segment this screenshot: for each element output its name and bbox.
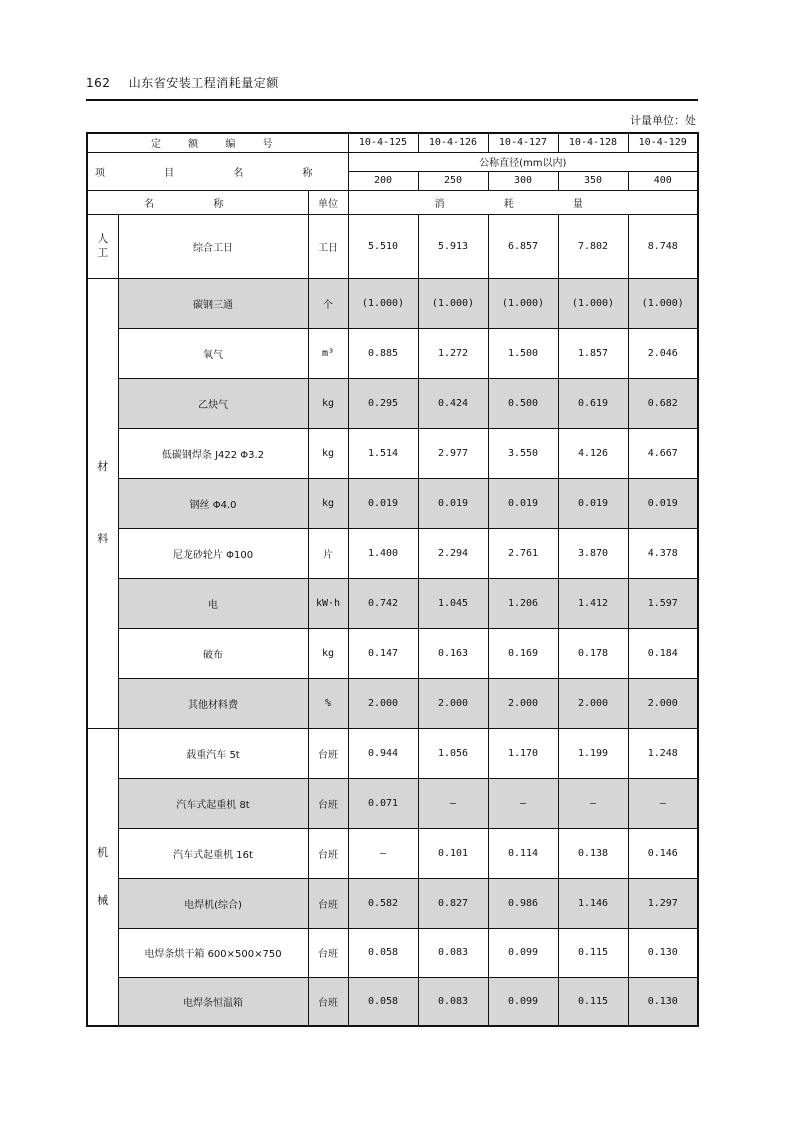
diameter-cell: 250 [418,171,488,190]
quota-code-cell: 10-4-125 [348,133,418,152]
table-row [87,528,698,578]
diameter-cell: 300 [488,171,558,190]
table-row [87,278,698,328]
table-row [87,628,698,678]
value-cell: 0.130 [628,928,698,977]
value-cell: 0.619 [558,378,628,428]
value-cell: 1.199 [558,728,628,778]
table-row [87,478,698,528]
value-cell: 1.412 [558,578,628,628]
value-cell: 8.748 [628,214,698,278]
value-cell: 0.115 [558,928,628,977]
item-name: 电焊条恒温箱 [118,977,308,1026]
item-name: 钢丝 Φ4.0 [118,478,308,528]
item-name: 低碳钢焊条 J422 Φ3.2 [118,428,308,478]
value-cell: 5.913 [418,214,488,278]
page-number: 162 [86,76,111,90]
value-cell: 0.163 [418,628,488,678]
value-cell: 0.115 [558,977,628,1026]
value-cell: 1.857 [558,328,628,378]
item-name: 电 [118,578,308,628]
value-cell: (1.000) [558,278,628,328]
table-row [87,328,698,378]
value-cell: 1.400 [348,528,418,578]
quota-code-cell: 10-4-128 [558,133,628,152]
quota-code-cell: 10-4-127 [488,133,558,152]
item-unit: 台班 [308,977,348,1026]
item-unit: kg [308,378,348,428]
table-row [87,878,698,928]
item-name: 综合工日 [118,214,308,278]
value-cell: 0.885 [348,328,418,378]
value-cell: 7.802 [558,214,628,278]
value-cell: 1.297 [628,878,698,928]
item-unit: 个 [308,278,348,328]
value-cell: 2.977 [418,428,488,478]
value-cell: 0.019 [348,478,418,528]
value-cell: 1.206 [488,578,558,628]
consumption-header: 消 耗 量 [348,190,698,214]
item-name: 电焊机(综合) [118,878,308,928]
item-unit: kg [308,428,348,478]
value-cell: 0.130 [628,977,698,1026]
table-row [87,928,698,977]
item-unit: % [308,678,348,728]
value-cell: — [488,778,558,828]
value-cell: 0.827 [418,878,488,928]
value-cell: (1.000) [348,278,418,328]
value-cell: 0.500 [488,378,558,428]
value-cell: 6.857 [488,214,558,278]
value-cell: — [558,778,628,828]
item-unit: 片 [308,528,348,578]
value-cell: 2.000 [628,678,698,728]
value-cell: 2.761 [488,528,558,578]
value-cell: 0.019 [418,478,488,528]
diameter-cell: 350 [558,171,628,190]
book-title: 山东省安装工程消耗量定额 [128,76,279,90]
table-row [87,428,698,478]
value-cell: 0.986 [488,878,558,928]
value-cell: 3.870 [558,528,628,578]
page-header [86,74,698,91]
value-cell: 2.000 [488,678,558,728]
value-cell: 1.056 [418,728,488,778]
value-cell: 0.083 [418,977,488,1026]
value-cell: 0.147 [348,628,418,678]
table-row [87,778,698,828]
item-unit: kW·h [308,578,348,628]
unit-note: 计量单位：处 [630,114,696,127]
value-cell: 0.019 [488,478,558,528]
value-cell: 1.514 [348,428,418,478]
value-cell: 0.424 [418,378,488,428]
table-row [87,578,698,628]
value-cell: 0.099 [488,977,558,1026]
table-row [87,214,698,278]
quota-code-row [87,133,698,152]
category-cell: 机械 [87,728,118,1026]
value-cell: 0.138 [558,828,628,878]
item-name: 破布 [118,628,308,678]
value-cell: 1.045 [418,578,488,628]
value-cell: 0.742 [348,578,418,628]
project-name-label: 项 目 名 称 [87,152,348,190]
item-unit: 台班 [308,828,348,878]
item-unit: 工日 [308,214,348,278]
item-unit: m³ [308,328,348,378]
value-cell: 0.184 [628,628,698,678]
value-cell: 0.083 [418,928,488,977]
item-unit: 台班 [308,778,348,828]
quota-code-cell: 10-4-129 [628,133,698,152]
value-cell: (1.000) [418,278,488,328]
value-cell: 2.000 [558,678,628,728]
value-cell: 0.582 [348,878,418,928]
value-cell: 3.550 [488,428,558,478]
value-cell: 5.510 [348,214,418,278]
value-cell: 0.114 [488,828,558,878]
value-cell: 0.099 [488,928,558,977]
unit-column-header: 单位 [308,190,348,214]
value-cell: 0.058 [348,977,418,1026]
value-cell: — [418,778,488,828]
item-name: 汽车式起重机 16t [118,828,308,878]
value-cell: 1.500 [488,328,558,378]
item-name: 乙炔气 [118,378,308,428]
value-cell: (1.000) [488,278,558,328]
table-row [87,828,698,878]
diameter-label-row [87,152,698,171]
item-unit: kg [308,628,348,678]
item-unit: 台班 [308,728,348,778]
item-unit: 台班 [308,878,348,928]
value-cell: 1.146 [558,878,628,928]
quota-code-cell: 10-4-126 [418,133,488,152]
value-cell: — [628,778,698,828]
name-column-header: 名 称 [87,190,308,214]
value-cell: 0.169 [488,628,558,678]
item-name: 电焊条烘干箱 600×500×750 [118,928,308,977]
value-cell: 0.178 [558,628,628,678]
value-cell: 1.597 [628,578,698,628]
value-cell: 0.682 [628,378,698,428]
category-cell: 材料 [87,278,118,728]
value-cell: 0.146 [628,828,698,878]
item-name: 碳钢三通 [118,278,308,328]
value-cell: 0.019 [558,478,628,528]
value-cell: 0.058 [348,928,418,977]
value-cell: 1.272 [418,328,488,378]
item-name: 尼龙砂轮片 Φ100 [118,528,308,578]
value-cell: 2.294 [418,528,488,578]
category-cell: 人工 [87,214,118,278]
item-name: 汽车式起重机 8t [118,778,308,828]
value-cell: — [348,828,418,878]
quota-table [86,132,699,1027]
value-cell: 2.000 [418,678,488,728]
value-cell: 4.378 [628,528,698,578]
value-cell: 0.071 [348,778,418,828]
value-cell: 0.295 [348,378,418,428]
diameter-cell: 400 [628,171,698,190]
column-header-row [87,190,698,214]
value-cell: 1.248 [628,728,698,778]
table-row [87,378,698,428]
value-cell: 4.667 [628,428,698,478]
item-name: 其他材料费 [118,678,308,728]
table-row [87,728,698,778]
item-unit: 台班 [308,928,348,977]
header-rule [86,99,698,101]
diameter-label: 公称直径(mm以内) [348,152,698,171]
value-cell: 0.944 [348,728,418,778]
value-cell: 0.101 [418,828,488,878]
diameter-cell: 200 [348,171,418,190]
value-cell: 1.170 [488,728,558,778]
value-cell: (1.000) [628,278,698,328]
value-cell: 0.019 [628,478,698,528]
value-cell: 2.000 [348,678,418,728]
item-name: 载重汽车 5t [118,728,308,778]
value-cell: 4.126 [558,428,628,478]
item-unit: kg [308,478,348,528]
quota-code-label: 定 额 编 号 [87,133,348,152]
item-name: 氧气 [118,328,308,378]
table-row [87,977,698,1026]
table-row [87,678,698,728]
value-cell: 2.046 [628,328,698,378]
